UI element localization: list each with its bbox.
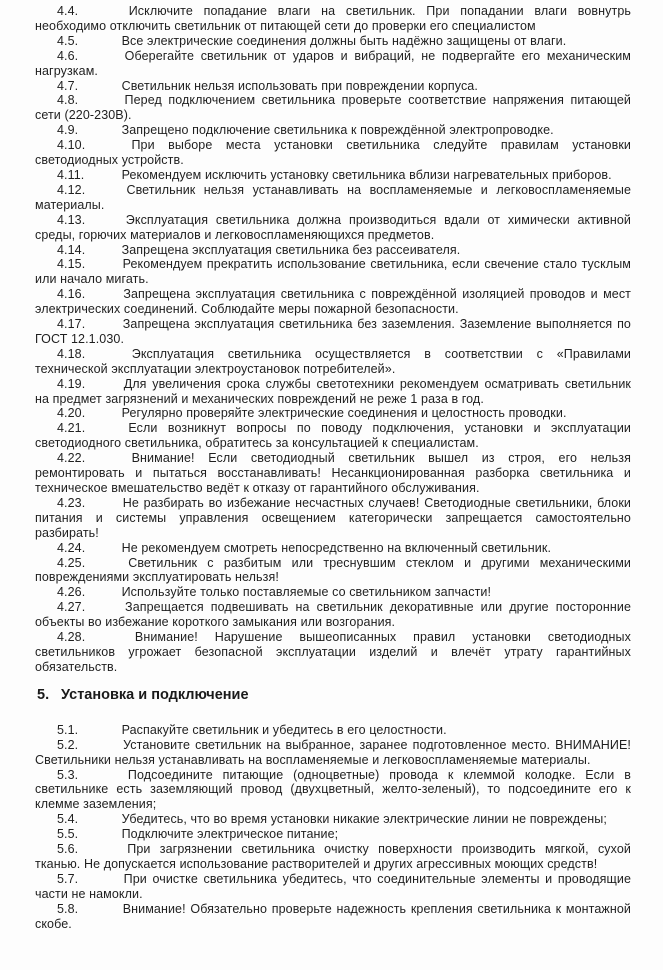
instruction-item xyxy=(35,79,631,94)
item-text: Не рекомендуем смотреть непосредственно на включенный светильник. xyxy=(121,540,552,555)
item-number: 4.13. xyxy=(57,212,86,227)
item-number: 5.3. xyxy=(57,767,79,782)
item-text: Подсоедините питающие (одноцветные) провода к клеммой колодке. Если в светильнике есть заземляющий провод (двухцветный, желто-зеленый), то подсоедините его к клемме заземления; xyxy=(35,767,632,812)
item-number: 4.16. xyxy=(57,287,86,302)
item-text: Не разбирать во избежание несчастных случаев! Светодиодные светильники, блоки питания и системы управления освещением категорически запрещается самостоятельно разбирать! xyxy=(35,495,631,540)
item-text: Подключите электрическое питание; xyxy=(121,827,339,842)
item-text: Убедитесь, что во время установки никакие электрические линии не повреждены; xyxy=(121,812,607,827)
instruction-item xyxy=(35,317,631,347)
item-number: 4.22. xyxy=(57,451,86,466)
instruction-item xyxy=(35,827,631,842)
item-text: Внимание! Если светодиодный светильник вышел из строя, его нельзя ремонтировать и пытаться восстанавливать! Несанкционированная разборка светильника и техническое вмешательство ведёт к отказу от гарантийного обслуживания. xyxy=(35,451,631,495)
item-text: Установите светильник на выбранное, заранее подготовленное место. ВНИМАНИЕ! Светильники нельзя устанавливать на воспламеняемые и легковоспламеняемые материалы. xyxy=(35,737,631,767)
item-number: 4.20. xyxy=(57,406,86,421)
instruction-item xyxy=(35,49,631,79)
item-text: Запрещается подвешивать на светильник декоративные или другие посторонние объекты во избежание короткого замыкания или возгорания. xyxy=(35,600,631,630)
instruction-item xyxy=(35,123,631,138)
instruction-item xyxy=(35,34,631,49)
item-number: 4.10. xyxy=(57,138,86,153)
item-number: 4.25. xyxy=(57,555,86,570)
item-text: Внимание! Нарушение вышеописанных правил установки светодиодных светильников угрожает безопасной эксплуатации изделий и влечёт утрату гарантийных обязательств. xyxy=(35,630,631,674)
item-text: Если возникнут вопросы по поводу подключения, установки и эксплуатации светодиодного светильника, обратитесь за консультацией к специалистам. xyxy=(35,421,631,451)
item-text: Светильник нельзя устанавливать на воспламеняемые и легковоспламеняемые материалы. xyxy=(35,182,632,212)
item-number: 4.6. xyxy=(57,48,79,63)
item-text: Рекомендуем исключить установку светильника вблизи нагревательных приборов. xyxy=(121,167,612,182)
instruction-item xyxy=(35,243,631,258)
item-number: 5.2. xyxy=(57,737,79,752)
item-text: Эксплуатация светильника осуществляется в соответствии с «Правилами технической эксплуатации электроустановок потребителей». xyxy=(35,346,632,376)
item-text: Светильник нельзя использовать при повреждении корпуса. xyxy=(121,78,478,93)
instruction-item xyxy=(35,842,631,872)
instruction-item xyxy=(35,812,631,827)
section-heading-title: Установка и подключение xyxy=(61,686,249,703)
item-number: 5.5. xyxy=(57,827,79,842)
instruction-item xyxy=(35,421,631,451)
item-number: 4.27. xyxy=(57,600,86,615)
item-text: Запрещено подключение светильника к повреждённой электропроводке. xyxy=(121,123,554,138)
item-text: При загрязнении светильника очистку поверхности производить мягкой, сухой тканью. Не допускается использование растворителей и других агрессивных моющих средств! xyxy=(35,842,631,871)
instruction-item xyxy=(35,556,631,586)
instruction-item xyxy=(35,257,631,287)
item-number: 5.1. xyxy=(57,722,79,737)
instruction-item xyxy=(35,377,631,407)
instruction-item xyxy=(35,630,631,675)
section-heading-number: 5. xyxy=(37,686,50,703)
instruction-item xyxy=(35,451,631,496)
safety-instructions-list xyxy=(35,4,631,675)
item-number: 5.6. xyxy=(57,842,79,857)
instruction-item xyxy=(35,4,631,34)
instruction-item xyxy=(35,738,631,768)
item-number: 4.8. xyxy=(57,93,79,108)
item-number: 4.14. xyxy=(57,242,86,257)
instruction-item xyxy=(35,541,631,556)
item-number: 4.17. xyxy=(57,317,86,332)
item-number: 5.8. xyxy=(57,901,79,916)
item-text: Светильник с разбитым или треснувшим стеклом и другими механическими повреждениями эксплуатировать нельзя! xyxy=(35,555,631,585)
item-number: 5.7. xyxy=(57,871,79,886)
section-heading xyxy=(37,687,631,704)
item-text: Регулярно проверяйте электрические соединения и целостность проводки. xyxy=(121,406,567,421)
instruction-item xyxy=(35,213,631,243)
item-text: Эксплуатация светильника должна производиться вдали от химически активной среды, горючих материалов и легковоспламеняющихся предметов. xyxy=(35,212,632,242)
instruction-item xyxy=(35,93,631,123)
instruction-item xyxy=(35,287,631,317)
item-text: Оберегайте светильник от ударов и вибраций, не подвергайте его механическим нагрузкам. xyxy=(35,48,631,78)
item-number: 4.12. xyxy=(57,182,86,197)
item-number: 4.23. xyxy=(57,495,86,510)
item-text: При очистке светильника убедитесь, что соединительные элементы и проводящие части не намокли. xyxy=(35,871,632,901)
instruction-item xyxy=(35,768,631,813)
item-text: Внимание! Обязательно проверьте надежность крепления светильника к монтажной скобе. xyxy=(35,901,631,931)
item-number: 4.5. xyxy=(57,33,79,48)
item-number: 4.4. xyxy=(57,4,79,18)
item-number: 4.21. xyxy=(57,421,86,436)
item-text: Перед подключением светильника проверьте соответствие напряжения питающей сети (220-230В). xyxy=(35,93,631,123)
instruction-item xyxy=(35,723,631,738)
item-number: 4.26. xyxy=(57,585,86,600)
item-text: Исключите попадание влаги на светильник. При попадании влаги вовнутрь необходимо отключить светильник от питающей сети до проверки его специалистом xyxy=(35,4,631,33)
item-number: 4.7. xyxy=(57,78,79,93)
instruction-item xyxy=(35,406,631,421)
item-text: Запрещена эксплуатация светильника без заземления. Заземление выполняется по ГОСТ 12.1.030. xyxy=(35,317,631,346)
item-text: Запрещена эксплуатация светильника без рассеивателя. xyxy=(121,242,461,257)
instruction-item xyxy=(35,585,631,600)
item-text: Рекомендуем прекратить использование светильника, если свечение стало тусклым или начало мигать. xyxy=(35,257,631,287)
item-number: 4.9. xyxy=(57,123,79,138)
instruction-item xyxy=(35,347,631,377)
item-number: 5.4. xyxy=(57,812,79,827)
installation-steps-list xyxy=(35,723,631,932)
item-number: 4.24. xyxy=(57,540,86,555)
instruction-item xyxy=(35,168,631,183)
instruction-item xyxy=(35,872,631,902)
item-text: Запрещена эксплуатация светильника с повреждённой изоляцией проводов и мест электрических соединений. Соблюдайте меры пожарной безопасности. xyxy=(35,287,631,317)
instruction-item xyxy=(35,600,631,630)
item-number: 4.28. xyxy=(57,630,86,645)
item-text: Используйте только поставляемые со светильником запчасти! xyxy=(121,585,492,600)
item-text: Все электрические соединения должны быть надёжно защищены от влаги. xyxy=(121,33,567,48)
instruction-item xyxy=(35,138,631,168)
instruction-item xyxy=(35,496,631,541)
item-text: Распакуйте светильник и убедитесь в его целостности. xyxy=(121,722,447,737)
instruction-item xyxy=(35,902,631,932)
item-number: 4.15. xyxy=(57,257,86,272)
item-number: 4.18. xyxy=(57,346,86,361)
item-text: При выборе места установки светильника следуйте правилам установки светодиодных устройств. xyxy=(35,138,631,168)
instruction-item xyxy=(35,183,631,213)
item-number: 4.11. xyxy=(57,167,85,182)
item-text: Для увеличения срока службы светотехники рекомендуем осматривать светильник на предмет загрязнений и механических повреждений не реже 1 раза в год. xyxy=(35,376,631,406)
item-number: 4.19. xyxy=(57,376,86,391)
